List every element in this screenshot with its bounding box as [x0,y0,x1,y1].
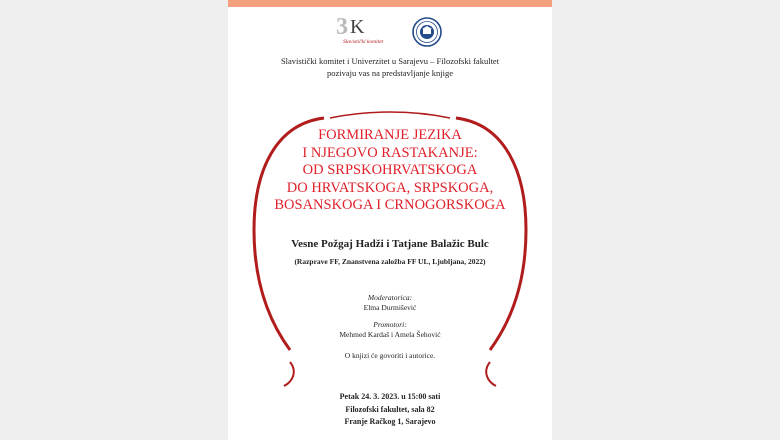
title-line-5: BOSANSKOGA I CRNOGORSKOGA [274,197,506,213]
slavisticki-komitet-logo [336,15,388,49]
promoters-names: Mehmed Kardaš i Amela Šehović [339,330,441,339]
sk-logo-mark: 3 [336,14,348,40]
title-line-1: FORMIRANJE JEZIKA [318,127,462,143]
book-title [228,127,552,215]
title-line-3: OD SRPSKOHRVATSKOGA [302,162,478,178]
intro-text [228,55,552,79]
book-authors: Vesne Požgaj Hadži i Tatjane Balažic Bulc [291,238,489,250]
authors-note: O knjizi će govoriti i autorice. [344,351,436,360]
moderator-block [228,293,552,313]
event-datetime: Petak 24. 3. 2023. u 15:00 sati [339,392,441,401]
intro-line-1: Slavistički komitet i Univerzitet u Sarajevu – Filozofski fakultet [280,56,500,66]
title-line-4: DO HRVATSKOGA, SRPSKOGA, [286,179,494,196]
publication-info: (Razprave FF, Znanstvena založba FF UL, Ljubljana, 2022) [294,257,486,266]
event-details [228,391,552,429]
moderator-name: Elma Durmišević [363,303,417,312]
title-line-2: I NJEGOVO RASTAKANJE: [302,144,478,161]
promoters-label: Promotori: [373,320,407,329]
moderator-label: Moderatorica: [367,293,413,302]
university-seal-icon [412,17,442,47]
event-address: Franje Račkog 1, Sarajevo [344,417,436,426]
logo-row [228,15,552,53]
intro-line-2: pozivaju vas na predstavljanje knjige [326,68,454,78]
event-venue: Filozofski fakultet, sala 82 [345,404,435,414]
promoters-block [228,320,552,340]
top-color-band [228,0,552,7]
invitation-page [228,0,552,440]
sk-logo-caption: Slavistički komitet [343,39,384,45]
sk-logo-letter: K [350,16,365,38]
